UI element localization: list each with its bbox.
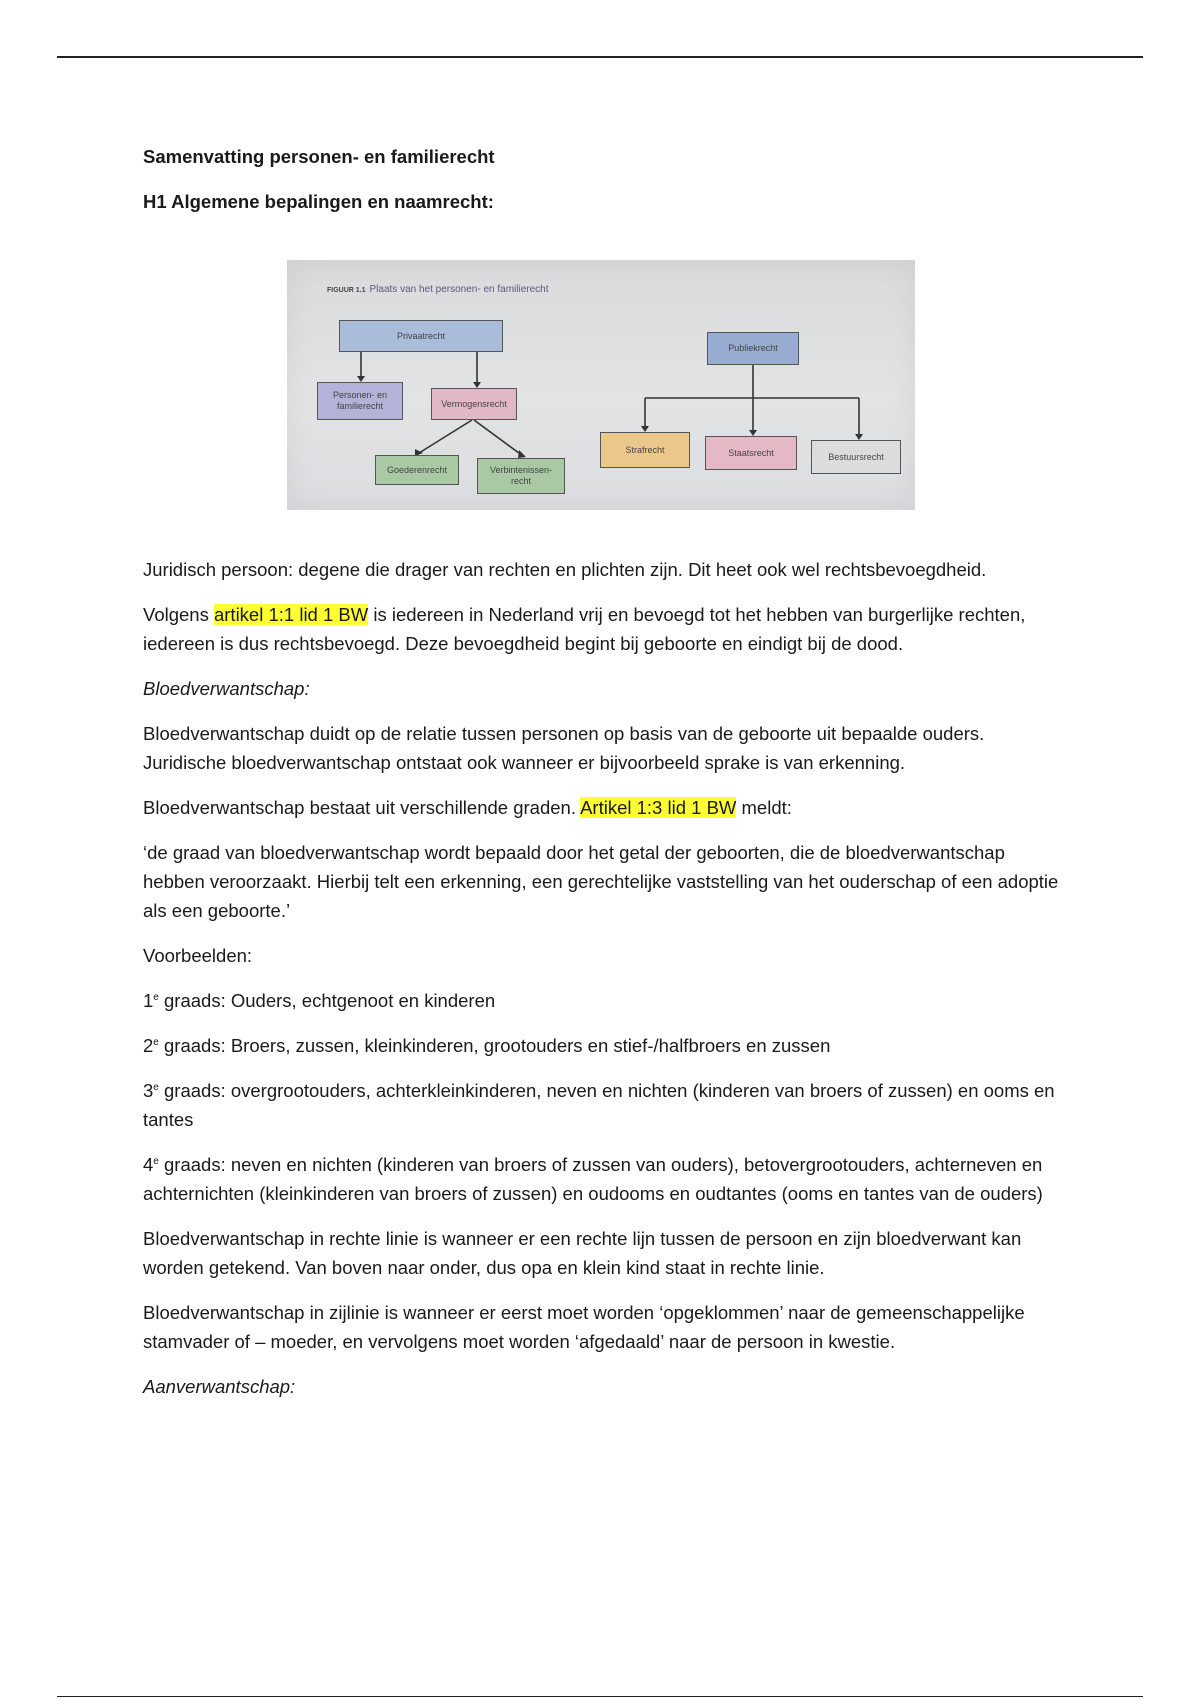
box-staatsrecht: Staatsrecht: [705, 436, 797, 470]
degree-number: 4: [143, 1154, 154, 1175]
box-publiekrecht: Publiekrecht: [707, 332, 799, 365]
document-title: Samenvatting personen- en familierecht: [143, 146, 495, 167]
text-segment: is iedereen in Nederland vrij en bevoegd tot het hebben van burgerlijke rechten, iedereen is dus rechtsbevoegd. Deze bevoegdheid begint bij geboorte en eindigt bij de dood.: [143, 604, 1026, 654]
degree-text: graads: Broers, zussen, kleinkinderen, grootouders en stief-/halfbroers en zussen: [158, 1035, 831, 1056]
highlight-artikel-1-1: artikel 1:1 lid 1 BW: [213, 604, 369, 625]
degree-superscript: e: [153, 991, 159, 1003]
degree-text: graads: neven en nichten (kinderen van broers of zussen van ouders), betovergrootouders, achterneven en achternichten (kleinkinderen van broers of zussen) en oudooms en oudtantes (ooms en tantes van de ouders): [143, 1154, 1043, 1204]
text-segment: Volgens: [143, 604, 214, 625]
paragraph-bloedverwantschap-definitie: Bloedverwantschap duidt op de relatie tussen personen op basis van de geboorte uit bepaalde ouders. Juridische bloedverwantschap ontstaat ook wanneer er bijvoorbeeld sprake is van erkenning.: [143, 723, 985, 773]
subheading-aanverwantschap: Aanverwantschap:: [143, 1376, 296, 1397]
box-vermogensrecht: Vermogensrecht: [431, 388, 517, 420]
chapter-heading: H1 Algemene bepalingen en naamrecht:: [143, 191, 494, 212]
example-2e-graad: [143, 1031, 1063, 1060]
paragraph-voorbeelden: Voorbeelden:: [143, 945, 253, 966]
subheading-bloedverwantschap: Bloedverwantschap:: [143, 678, 310, 699]
paragraph-artikel-1-1: [143, 600, 1063, 658]
paragraph-rechte-linie: Bloedverwantschap in rechte linie is wanneer er een rechte lijn tussen de persoon en zijn bloedverwant kan worden getekend. Van boven naar onder, dus opa en klein kind staat in rechte linie.: [143, 1228, 1022, 1278]
degree-superscript: e: [153, 1036, 159, 1048]
example-1e-graad: [143, 986, 1063, 1015]
paragraph-graden: [143, 793, 1063, 822]
degree-number: 2: [143, 1035, 154, 1056]
header-rule: [57, 56, 1143, 58]
text-segment: meldt:: [736, 797, 792, 818]
paragraph-zijlinie: Bloedverwantschap in zijlinie is wanneer er eerst moet worden ‘opgeklommen’ naar de gemeenschappelijke stamvader of – moeder, en vervolgens moet worden ‘afgedaald’ naar de persoon in kwestie.: [143, 1302, 1025, 1352]
example-3e-graad: [143, 1076, 1063, 1134]
figure-label: FIGUUR 1.1: [327, 287, 366, 294]
box-personen-familierecht: Personen- en familierecht: [317, 382, 403, 420]
degree-number: 3: [143, 1080, 154, 1101]
box-goederenrecht: Goederenrecht: [375, 455, 459, 485]
degree-superscript: e: [153, 1155, 159, 1167]
degree-text: graads: overgrootouders, achterkleinkinderen, neven en nichten (kinderen van broers of zussen) en ooms en tantes: [143, 1080, 1055, 1130]
text-segment: Bloedverwantschap bestaat uit verschillende graden.: [143, 797, 581, 818]
paragraph-juridisch-persoon: Juridisch persoon: degene die drager van rechten en plichten zijn. Dit heet ook wel rechtsbevoegdheid.: [143, 559, 987, 580]
degree-number: 1: [143, 990, 154, 1011]
box-verbintenissenrecht: Verbintenissen-recht: [477, 458, 565, 494]
footer-rule: [57, 1696, 1143, 1697]
highlight-artikel-1-3: Artikel 1:3 lid 1 BW: [580, 797, 737, 818]
quote-artikel-1-3: ‘de graad van bloedverwantschap wordt bepaald door het getal der geboorten, die de bloedverwantschap hebben veroorzaakt. Hierbij telt een erkenning, een gerechtelijke vaststelling van het ouderschap of een adoptie als een geboorte.’: [143, 842, 1059, 921]
figure-law-hierarchy: [287, 260, 915, 510]
document-body: [143, 142, 1063, 1417]
figure-caption-text: Plaats van het personen- en familierecht: [369, 284, 549, 295]
example-4e-graad: [143, 1150, 1063, 1208]
box-strafrecht: Strafrecht: [600, 432, 690, 468]
degree-text: graads: Ouders, echtgenoot en kinderen: [158, 990, 496, 1011]
degree-superscript: e: [153, 1081, 159, 1093]
box-bestuursrecht: Bestuursrecht: [811, 440, 901, 474]
box-privaatrecht: Privaatrecht: [339, 320, 503, 352]
